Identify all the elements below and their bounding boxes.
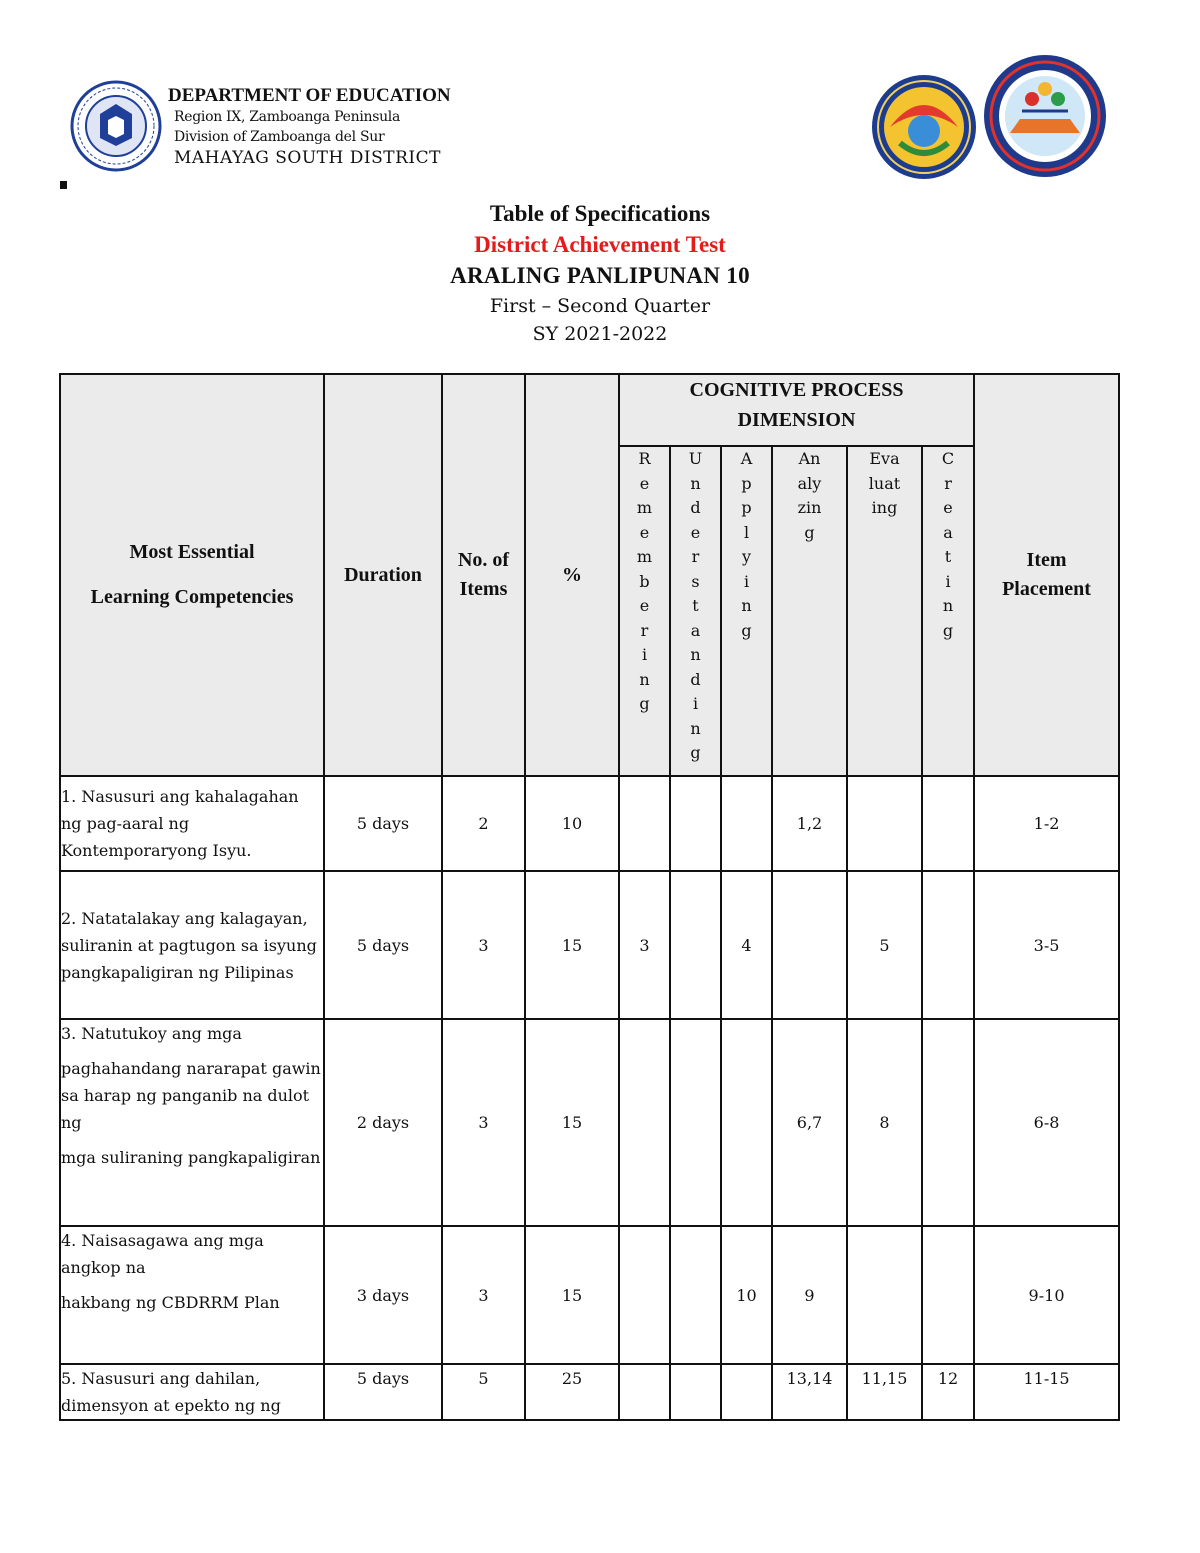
competency-text: paghahandang nararapat gawin sa harap ng panganib na dulot ng xyxy=(61,1059,321,1132)
cognitive-level-fragment: n xyxy=(690,718,701,738)
competency-text: mga suliraning pangkapaligiran xyxy=(61,1148,321,1167)
cognitive-level-fragment: s xyxy=(691,571,700,591)
bullet-marker xyxy=(60,181,67,189)
cognitive-level-fragment: r xyxy=(691,547,700,566)
table-row xyxy=(60,1019,1119,1226)
table-row xyxy=(60,871,1119,1019)
percent-header: % xyxy=(525,374,619,776)
items-cell: 5 xyxy=(442,1364,525,1420)
evaluating-cell xyxy=(847,776,922,871)
placement-cell: 11-15 xyxy=(974,1364,1119,1420)
table-row xyxy=(60,776,1119,871)
competency-cell xyxy=(60,1226,324,1364)
cognitive-level-fragment: luat xyxy=(868,473,901,493)
table-row xyxy=(60,1226,1119,1364)
specifications-body xyxy=(60,776,1119,1420)
cognitive-level-fragment: t xyxy=(944,547,952,566)
competencies-header xyxy=(60,374,324,776)
analyzing-cell: 6,7 xyxy=(772,1019,847,1226)
deped-division-seal-icon xyxy=(870,73,978,181)
remembering-header xyxy=(619,446,670,776)
competency-cell xyxy=(60,1364,324,1420)
mahayag-south-district-seal-icon xyxy=(982,53,1108,179)
evaluating-header xyxy=(847,446,922,776)
remembering-cell xyxy=(619,1019,670,1226)
cognitive-level-fragment: R xyxy=(638,449,651,468)
cognitive-level-fragment: t xyxy=(692,596,699,615)
understanding-cell xyxy=(670,1364,721,1420)
cognitive-level-fragment: i xyxy=(692,694,699,713)
duration-cell: 5 days xyxy=(324,1364,442,1420)
items-cell: 3 xyxy=(442,1019,525,1226)
placement-cell: 3-5 xyxy=(974,871,1119,1019)
duration-cell: 5 days xyxy=(324,776,442,871)
cognitive-level-fragment: An xyxy=(798,449,821,468)
applying-cell: 10 xyxy=(721,1226,772,1364)
percent-cell: 25 xyxy=(525,1364,619,1420)
cognitive-level-fragment: g xyxy=(741,620,752,640)
creating-cell xyxy=(922,776,974,871)
cognitive-level-fragment: n xyxy=(942,596,954,615)
creating-cell xyxy=(922,1019,974,1226)
duration-cell: 2 days xyxy=(324,1019,442,1226)
cognitive-level-fragment: a xyxy=(943,522,953,542)
cognitive-header-line-1: COGNITIVE PROCESS xyxy=(689,379,904,401)
cognitive-level-fragment: e xyxy=(639,596,650,615)
title-line-1: Table of Specifications xyxy=(489,201,711,226)
items-header-line-1: No. of xyxy=(457,549,510,571)
evaluating-cell: 11,15 xyxy=(847,1364,922,1420)
cognitive-level-fragment: n xyxy=(639,669,650,689)
cognitive-header-line-2: DIMENSION xyxy=(737,409,856,431)
competency-cell xyxy=(60,776,324,871)
understanding-cell xyxy=(670,1226,721,1364)
cognitive-level-fragment: n xyxy=(741,596,752,615)
remembering-cell xyxy=(619,776,670,871)
remembering-cell: 3 xyxy=(619,871,670,1019)
title-line-5: SY 2021-2022 xyxy=(532,323,668,345)
cognitive-level-fragment: d xyxy=(690,498,701,517)
document-titles xyxy=(0,198,1200,348)
cognitive-level-fragment: Eva xyxy=(869,449,900,468)
cognitive-level-fragment: ing xyxy=(871,498,898,517)
header-row-1 xyxy=(60,374,1119,446)
cognitive-level-fragment: e xyxy=(690,522,701,542)
cognitive-level-fragment: n xyxy=(690,473,701,493)
duration-cell: 5 days xyxy=(324,871,442,1019)
region-name: Region IX, Zamboanga Peninsula xyxy=(174,109,401,125)
cognitive-level-fragment: a xyxy=(690,620,701,640)
cognitive-level-fragment: C xyxy=(941,449,955,468)
items-cell: 2 xyxy=(442,776,525,871)
cognitive-level-fragment: m xyxy=(636,498,653,517)
analyzing-cell: 1,2 xyxy=(772,776,847,871)
cognitive-level-fragment: d xyxy=(690,669,701,689)
competencies-header-line-2: Learning Competencies xyxy=(90,586,294,608)
competency-cell xyxy=(60,871,324,1019)
applying-header xyxy=(721,446,772,776)
cognitive-level-fragment: p xyxy=(741,473,752,493)
percent-cell: 15 xyxy=(525,871,619,1019)
applying-cell: 4 xyxy=(721,871,772,1019)
duration-cell: 3 days xyxy=(324,1226,442,1364)
cognitive-level-fragment: i xyxy=(945,571,951,591)
competency-cell xyxy=(60,1019,324,1226)
understanding-header xyxy=(670,446,721,776)
cognitive-level-fragment: zin xyxy=(797,498,822,517)
placement-cell: 1-2 xyxy=(974,776,1119,871)
applying-cell xyxy=(721,1364,772,1420)
items-cell: 3 xyxy=(442,871,525,1019)
placement-header-line-2: Placement xyxy=(1002,578,1091,600)
department-name: DEPARTMENT OF EDUCATION xyxy=(168,85,451,106)
items-header-line-2: Items xyxy=(459,578,508,600)
cognitive-level-fragment: i xyxy=(641,645,648,664)
specifications-table xyxy=(59,373,1120,1421)
remembering-cell xyxy=(619,1364,670,1420)
cognitive-level-fragment: e xyxy=(639,522,650,542)
cognitive-level-fragment: i xyxy=(743,571,750,591)
items-cell: 3 xyxy=(442,1226,525,1364)
cognitive-level-fragment: e xyxy=(639,473,650,493)
competency-text: hakbang ng CBDRRM Plan xyxy=(61,1293,280,1312)
evaluating-cell xyxy=(847,1226,922,1364)
cognitive-level-fragment: y xyxy=(741,547,752,566)
deped-seal-icon xyxy=(70,80,162,172)
duration-header: Duration xyxy=(324,374,442,776)
cognitive-dimension-header xyxy=(619,374,974,446)
evaluating-cell: 8 xyxy=(847,1019,922,1226)
understanding-cell xyxy=(670,1019,721,1226)
analyzing-cell xyxy=(772,871,847,1019)
cognitive-level-fragment: p xyxy=(741,498,752,517)
division-name: Division of Zamboanga del Sur xyxy=(174,129,385,145)
analyzing-header xyxy=(772,446,847,776)
competency-text: 3. Natutukoy ang mga xyxy=(61,1024,242,1043)
title-line-4: First – Second Quarter xyxy=(489,295,711,317)
understanding-cell xyxy=(670,776,721,871)
cognitive-level-fragment: r xyxy=(640,620,649,640)
competency-text: 2. Natatalakay ang kalagayan, suliranin at pagtugon sa isyung pangkapaligiran ng Pilipinas xyxy=(61,908,317,982)
items-header xyxy=(442,374,525,776)
cognitive-level-fragment: l xyxy=(743,522,750,542)
remembering-cell xyxy=(619,1226,670,1364)
district-name: MAHAYAG SOUTH DISTRICT xyxy=(174,148,441,168)
title-line-2: District Achievement Test xyxy=(474,232,726,257)
cognitive-level-fragment: g xyxy=(690,743,701,762)
cognitive-level-fragment: b xyxy=(639,571,650,591)
competency-text: 4. Naisasagawa ang mga angkop na xyxy=(61,1231,264,1277)
cognitive-level-fragment: g xyxy=(942,620,954,640)
creating-header xyxy=(922,446,974,776)
cognitive-level-fragment: g xyxy=(804,522,815,542)
evaluating-cell: 5 xyxy=(847,871,922,1019)
cognitive-level-fragment: r xyxy=(944,473,952,493)
analyzing-cell: 9 xyxy=(772,1226,847,1364)
understanding-cell xyxy=(670,871,721,1019)
applying-cell xyxy=(721,1019,772,1226)
applying-cell xyxy=(721,776,772,871)
cognitive-level-fragment: U xyxy=(688,449,703,468)
percent-cell: 15 xyxy=(525,1226,619,1364)
creating-cell xyxy=(922,871,974,1019)
cognitive-level-fragment: A xyxy=(740,449,753,468)
percent-cell: 10 xyxy=(525,776,619,871)
percent-cell: 15 xyxy=(525,1019,619,1226)
competency-text: 5. Nasusuri ang dahilan, dimensyon at epekto ng ng xyxy=(61,1369,281,1415)
title-line-3: ARALING PANLIPUNAN 10 xyxy=(450,263,750,288)
creating-cell xyxy=(922,1226,974,1364)
cognitive-level-fragment: e xyxy=(943,498,953,517)
analyzing-cell: 13,14 xyxy=(772,1364,847,1420)
table-row xyxy=(60,1364,1119,1420)
creating-cell: 12 xyxy=(922,1364,974,1420)
cognitive-level-fragment: m xyxy=(636,547,653,566)
cognitive-level-fragment: aly xyxy=(797,473,822,493)
placement-header-line-1: Item xyxy=(1026,549,1067,571)
competencies-header-line-1: Most Essential xyxy=(129,541,255,563)
cognitive-level-fragment: n xyxy=(690,645,701,664)
placement-header xyxy=(974,374,1119,776)
cognitive-level-fragment: g xyxy=(639,694,650,713)
competency-text: 1. Nasusuri ang kahalagahan ng pag-aaral ng Kontemporaryong Isyu. xyxy=(61,787,299,860)
placement-cell: 9-10 xyxy=(974,1226,1119,1364)
placement-cell: 6-8 xyxy=(974,1019,1119,1226)
